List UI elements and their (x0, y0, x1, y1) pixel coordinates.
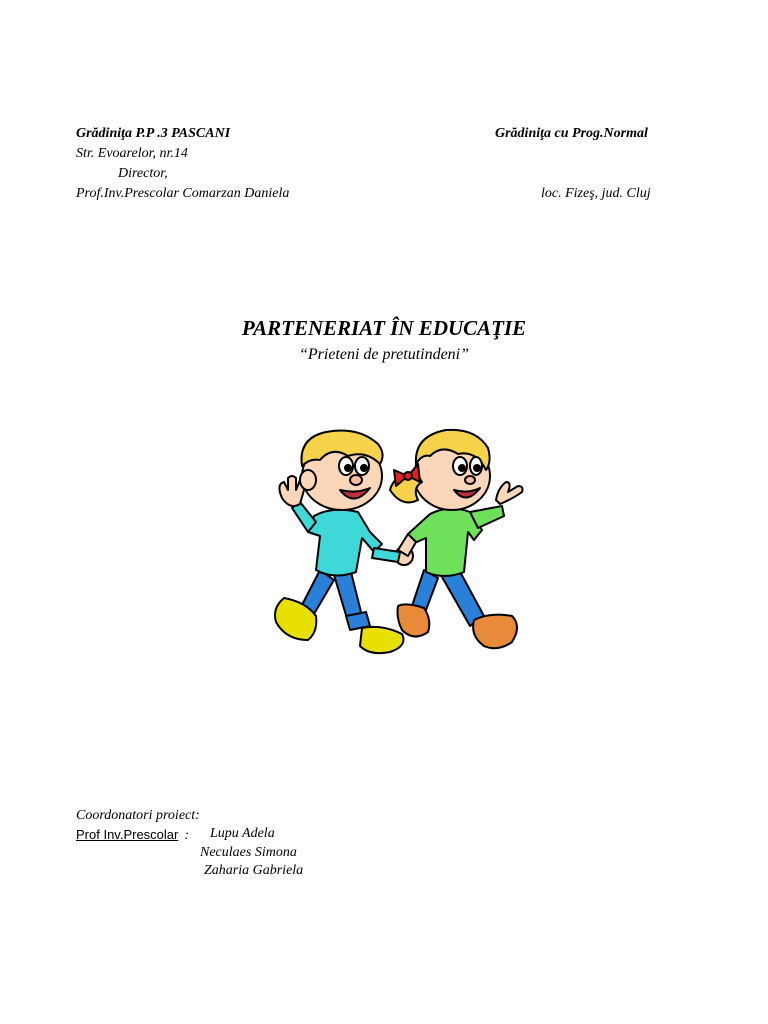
page-title: PARTENERIAT ÎN EDUCAŢIE (241, 316, 527, 340)
right-location: loc. Fizeş, jud. Cluj (541, 186, 651, 201)
coordinators-label: Coordonatori proiect: (76, 808, 200, 823)
role-label: Prof Inv.Prescolar (76, 827, 179, 842)
coordinator-name-3: Zaharia Gabriela (204, 863, 304, 878)
coordinator-name-1: Lupu Adela (210, 826, 275, 841)
children-holding-hands-illustration (262, 420, 542, 660)
left-address: Str. Evoarelor, nr.14 (76, 146, 188, 161)
right-institution: Grădiniţa cu Prog.Normal (495, 126, 648, 141)
left-institution: Grădiniţa P.P .3 PASCANI (76, 126, 231, 141)
role-line (76, 826, 189, 844)
left-person: Prof.Inv.Prescolar Comarzan Daniela (76, 186, 290, 201)
page-subtitle: “Prieteni de pretutindeni” (298, 346, 470, 363)
coordinator-name-2: Neculaes Simona (200, 845, 297, 860)
left-role: Director, (118, 166, 168, 181)
role-separator: : (184, 828, 190, 843)
